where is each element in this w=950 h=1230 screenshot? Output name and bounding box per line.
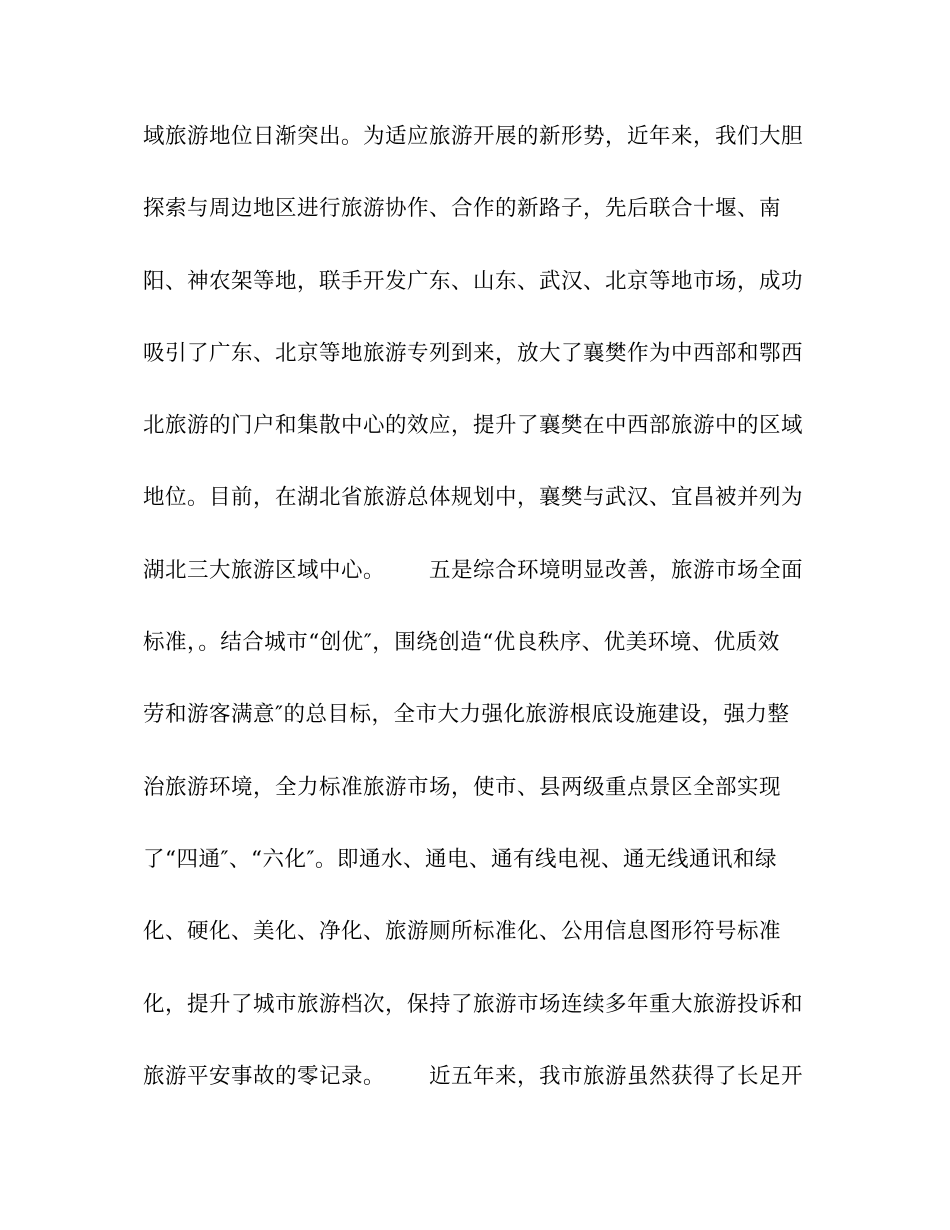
text-line: 北旅游的门户和集散中心的效应，提升了襄樊在中西部旅游中的区域: [143, 413, 804, 439]
text-line: 化，提升了城市旅游档次，保持了旅游市场连续多年重大旅游投诉和: [143, 991, 804, 1017]
text-line: 治旅游环境，全力标准旅游市场，使市、县两级重点景区全部实现: [143, 774, 782, 800]
text-line: 阳、神农架等地，联手开发广东、山东、武汉、北京等地市场，成功: [143, 268, 804, 294]
text-line: 地位。目前，在湖北省旅游总体规划中，襄樊与武汉、宜昌被并列为: [143, 485, 804, 511]
text-line: 域旅游地位日渐突出。为适应旅游开展的新形势，近年来，我们大胆: [143, 124, 804, 149]
text-line: 了“四通″、“六化″。即通水、通电、通有线电视、通无线通讯和绿: [143, 846, 778, 872]
text-line: 湖北三大旅游区域中心。 五是综合环境明显改善，旅游市场全面: [143, 557, 804, 583]
body-text: [143, 118, 823, 1130]
text-line: 化、硬化、美化、净化、旅游厕所标准化、公用信息图形符号标准: [143, 919, 782, 945]
text-line: 吸引了广东、北京等地旅游专列到来，放大了襄樊作为中西部和鄂西: [143, 340, 804, 366]
text-line: 旅游平安事故的零记录。 近五年来，我市旅游虽然获得了长足开: [143, 1063, 804, 1089]
text-line: 标准，。结合城市“创优″，围绕创造“优良秩序、优美环境、优质效: [143, 630, 780, 656]
text-line: 劳和游客满意″的总目标，全市大力强化旅游根底设施建设，强力整: [143, 702, 790, 728]
text-line: 探索与周边地区进行旅游协作、合作的新路子，先后联合十堰、南: [143, 196, 782, 222]
